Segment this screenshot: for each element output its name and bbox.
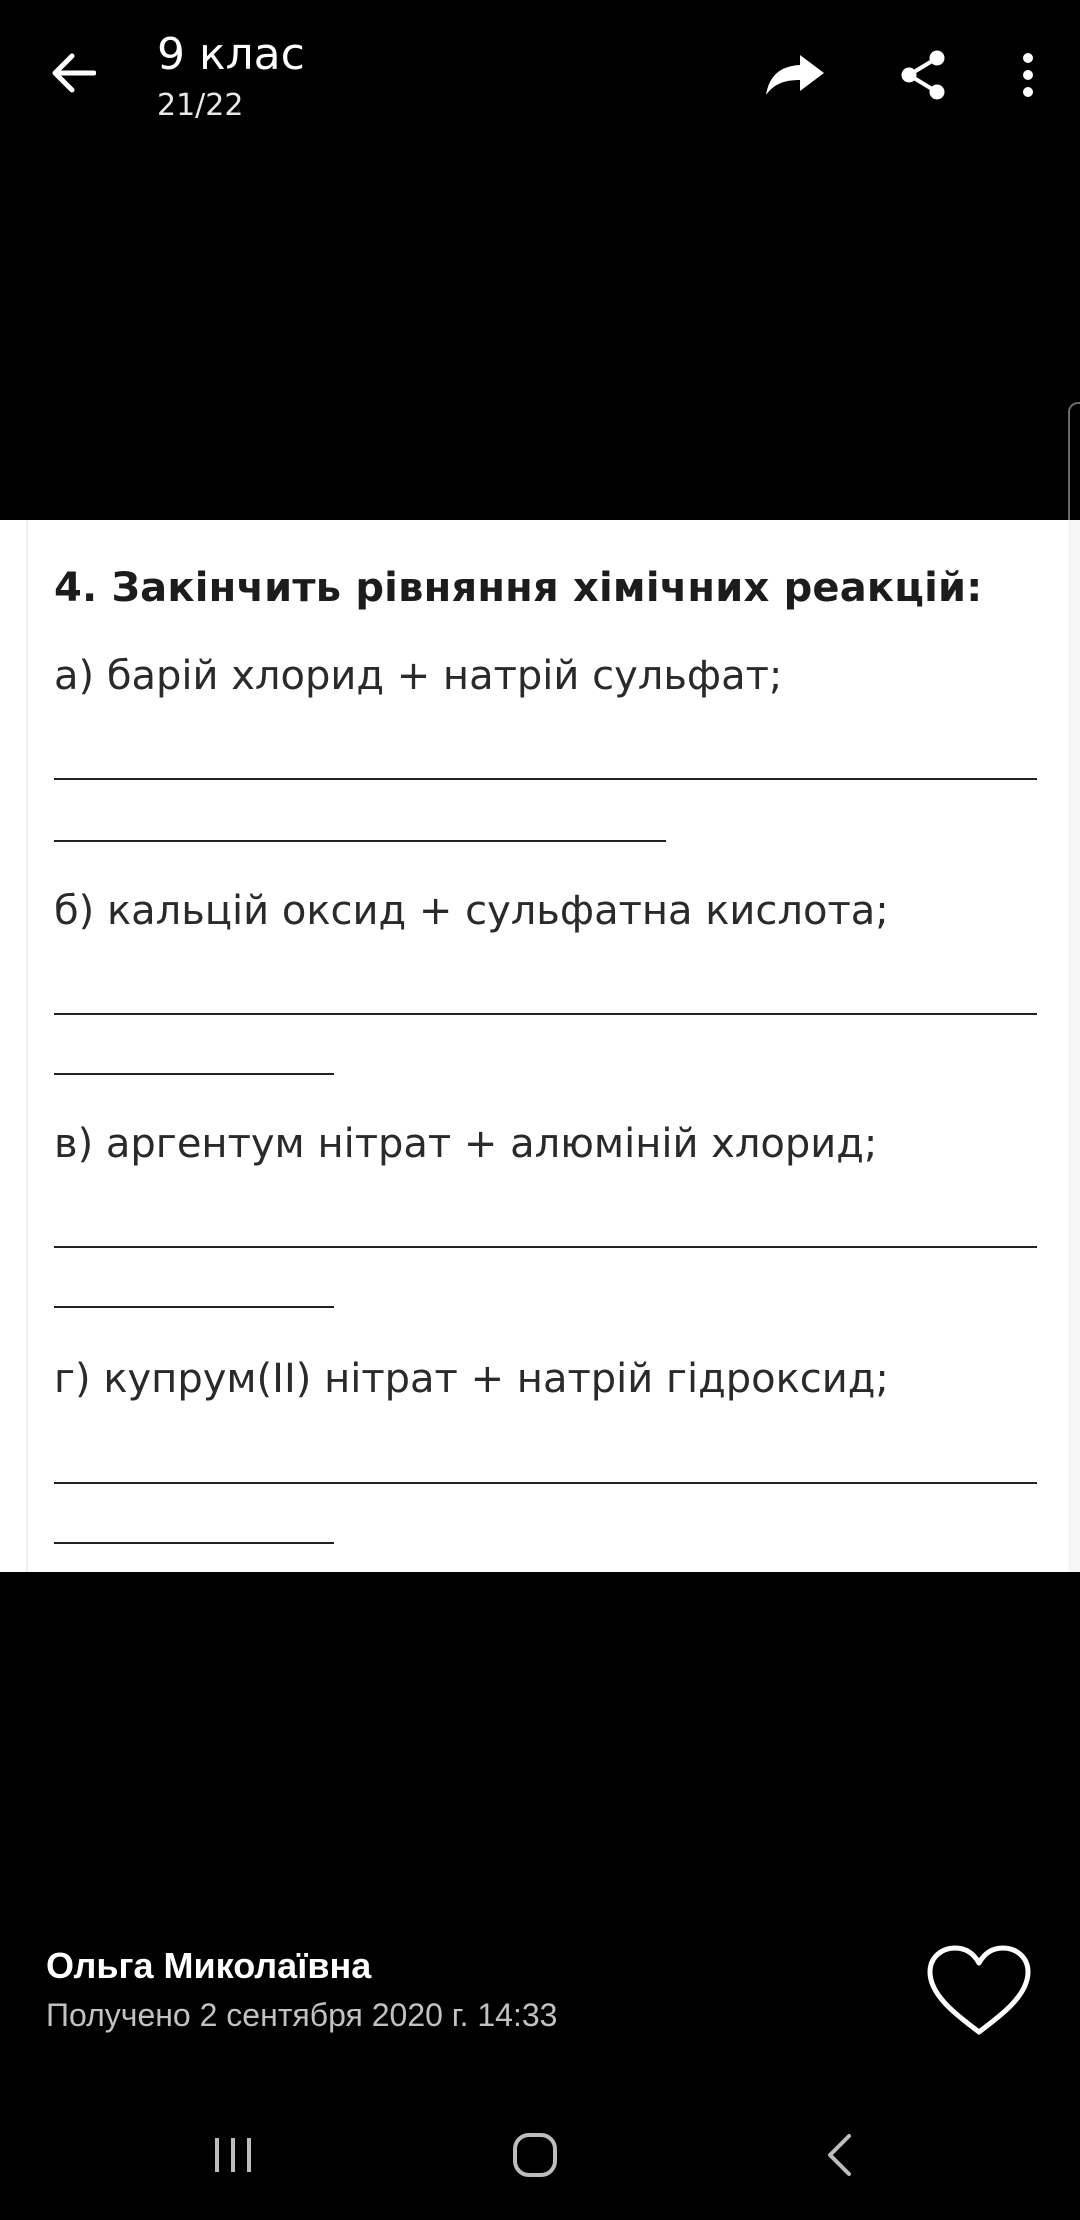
answer-line <box>54 1246 1037 1248</box>
home-button[interactable] <box>500 2125 570 2185</box>
album-title: 9 клас <box>157 29 305 80</box>
share-button[interactable] <box>888 40 958 110</box>
reaction-item: а) барій хлорид + натрій сульфат; <box>54 653 783 699</box>
paper-edge <box>26 520 28 1572</box>
answer-line <box>54 1542 334 1544</box>
answer-line <box>54 1013 1037 1015</box>
image-counter: 21/22 <box>157 88 244 123</box>
system-navigation-bar <box>0 2110 1080 2220</box>
app-bar <box>0 0 1080 150</box>
arrow-left-icon <box>50 53 96 93</box>
more-vert-icon <box>1021 52 1035 98</box>
more-options-button[interactable] <box>1000 40 1056 110</box>
photo-viewer-image[interactable] <box>0 520 1080 1572</box>
system-back-button[interactable] <box>806 2125 872 2185</box>
like-button[interactable] <box>920 1940 1038 2042</box>
forward-arrow-icon <box>764 53 826 97</box>
back-button[interactable] <box>40 40 106 106</box>
reaction-item: г) купрум(ІІ) нітрат + натрій гідроксид; <box>54 1356 889 1402</box>
answer-line <box>54 1482 1037 1484</box>
answer-line <box>54 778 1037 780</box>
sender-name: Ольга Миколаївна <box>46 1945 372 1986</box>
answer-line <box>54 1306 334 1308</box>
paper-edge <box>1068 520 1080 1572</box>
forward-button[interactable] <box>760 40 830 110</box>
received-timestamp: Получено 2 сентября 2020 г. 14:33 <box>46 1997 558 2033</box>
question-heading: 4. Закінчить рівняння хімічних реакцій: <box>54 565 983 611</box>
recents-button[interactable] <box>200 2125 266 2185</box>
reaction-item: б) кальцій оксид + сульфатна кислота; <box>54 888 889 934</box>
heart-outline-icon <box>924 1944 1034 2038</box>
home-icon <box>512 2132 558 2178</box>
reaction-item: в) аргентум нітрат + алюміній хлорид; <box>54 1121 878 1167</box>
recents-icon <box>211 2136 255 2174</box>
nav-back-icon <box>825 2133 853 2177</box>
answer-line <box>54 1073 334 1075</box>
share-icon <box>899 49 947 101</box>
answer-line <box>54 840 666 842</box>
